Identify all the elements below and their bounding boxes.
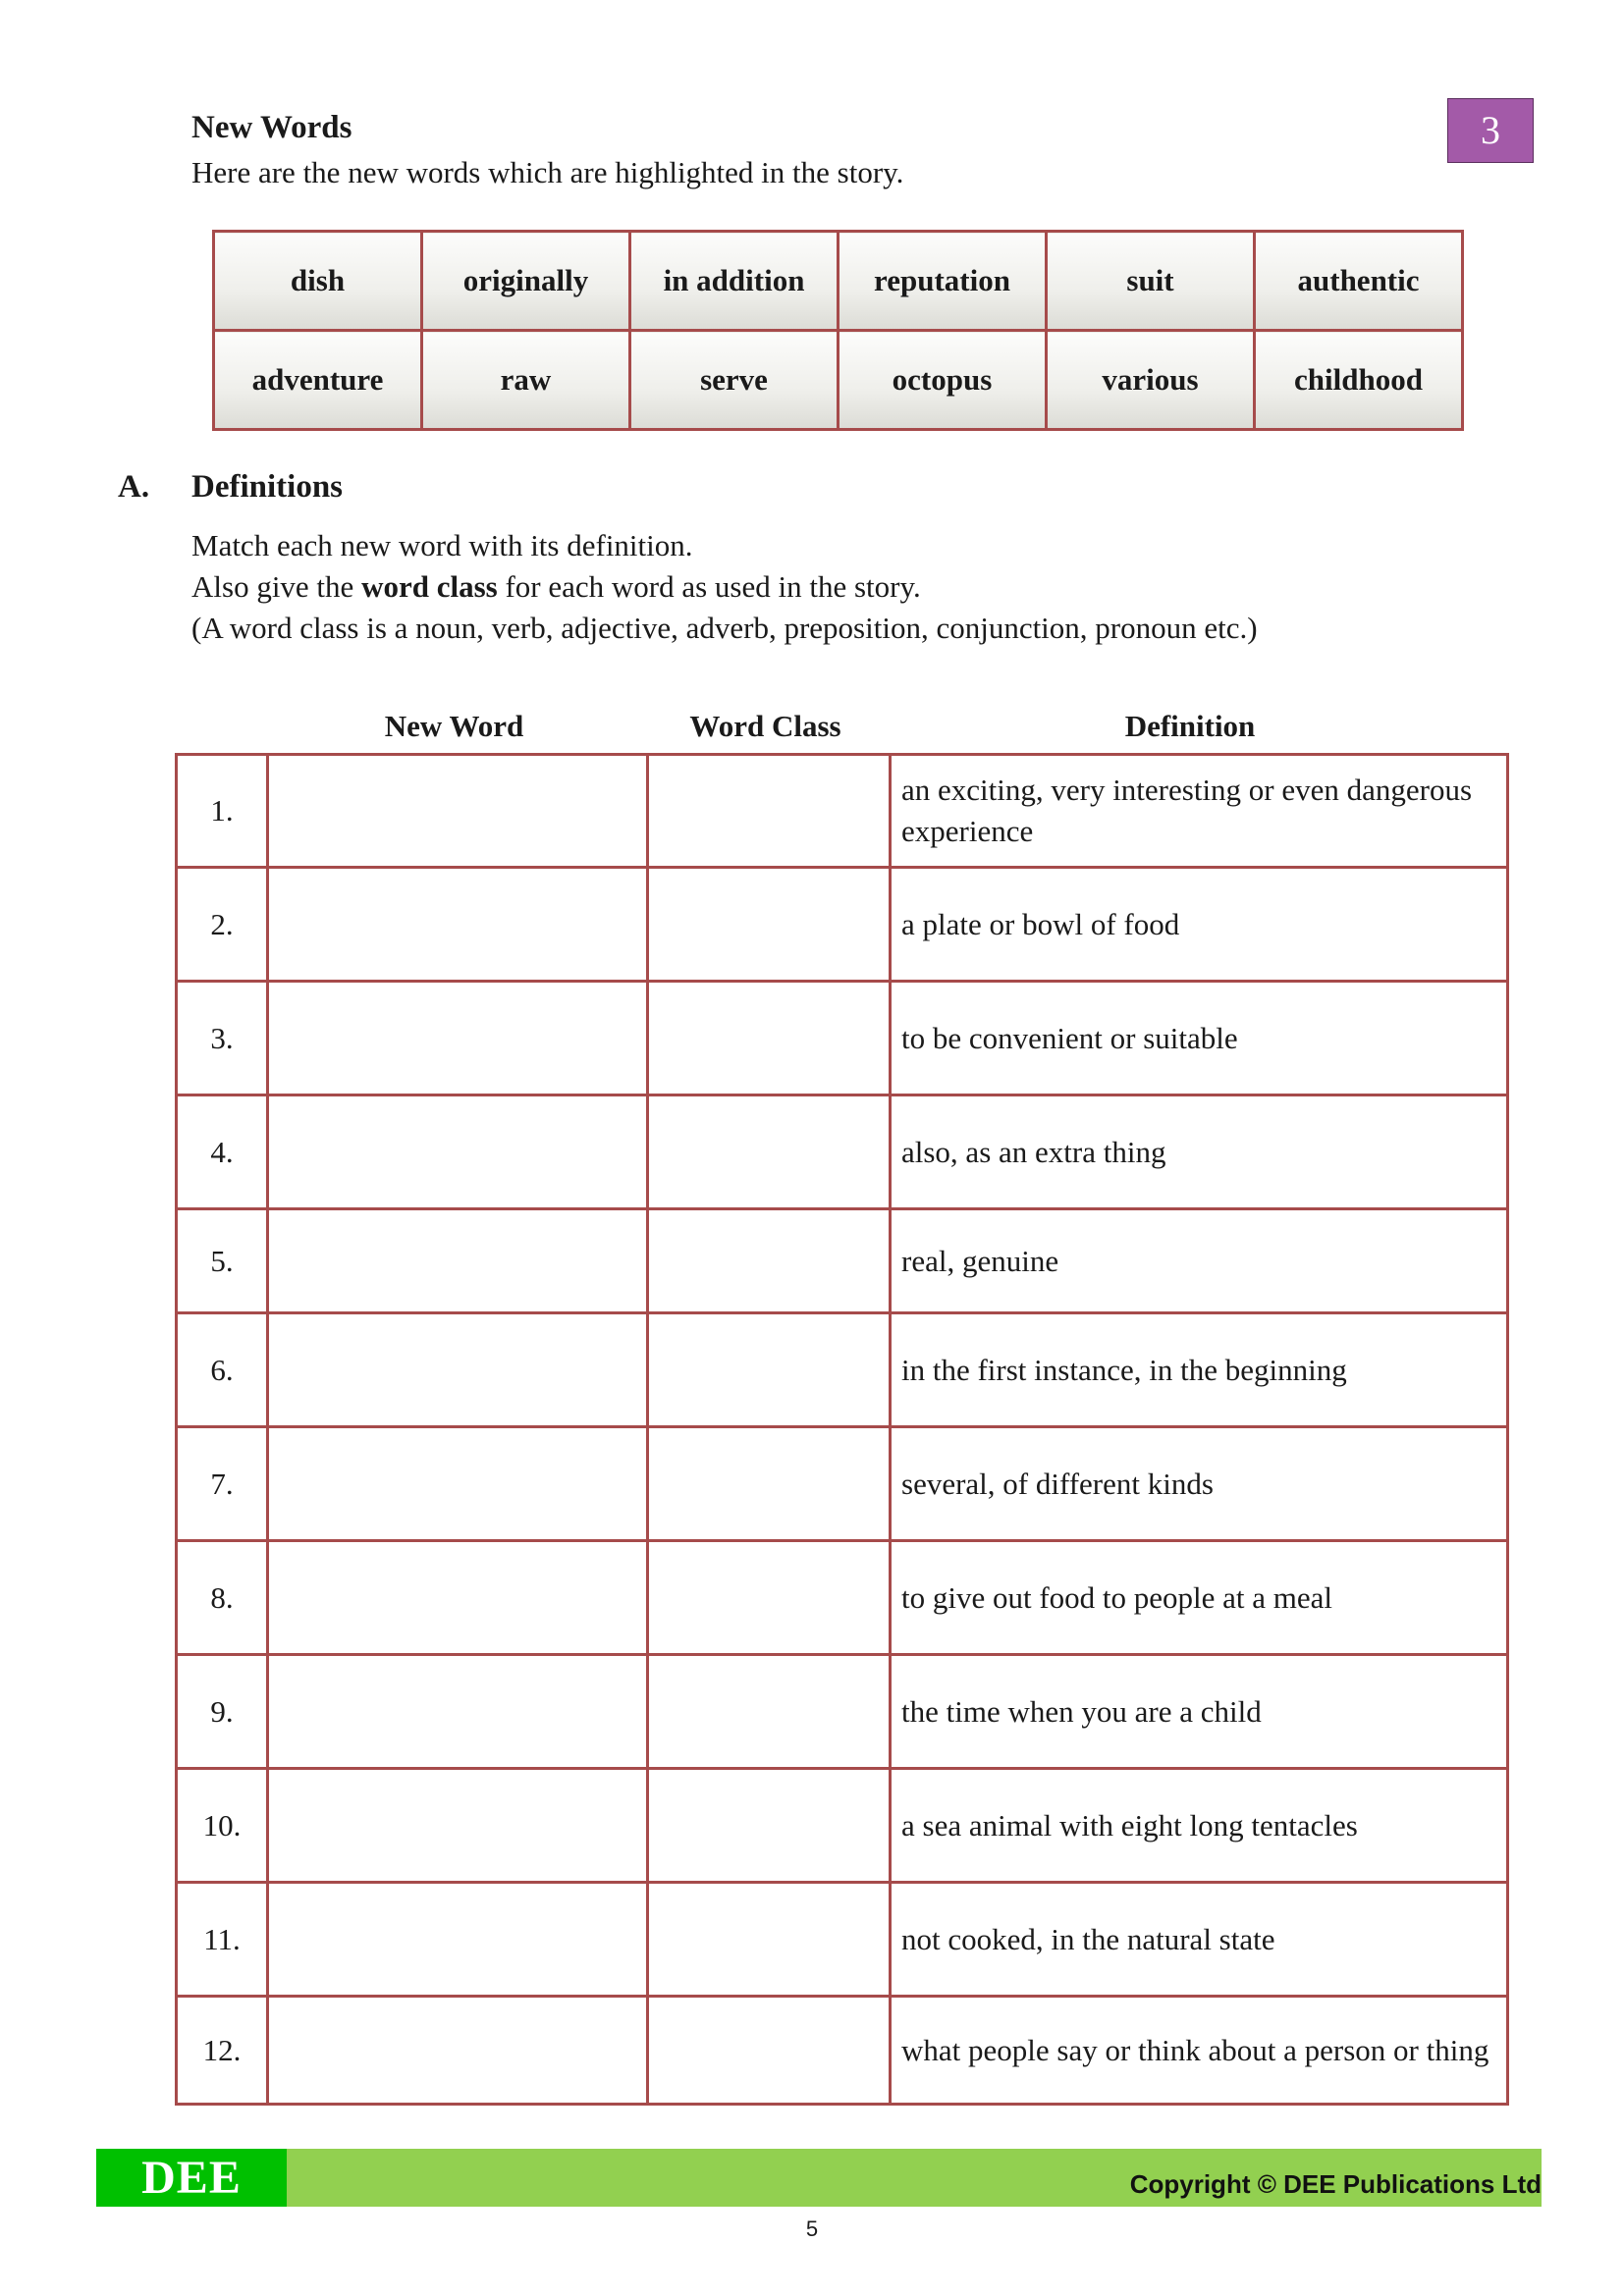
row-number: 11.	[177, 1883, 268, 1997]
word-cell: childhood	[1255, 331, 1463, 430]
definition-cell: an exciting, very interesting or even dangerous experience	[891, 755, 1508, 868]
word-cell: authentic	[1255, 232, 1463, 331]
table-row	[177, 1209, 1508, 1313]
row-number: 7.	[177, 1427, 268, 1541]
new-words-grid	[212, 230, 1464, 431]
word-class-cell[interactable]	[648, 1997, 891, 2105]
word-grid-row	[214, 331, 1463, 430]
publisher-logo-text: DEE	[141, 2152, 242, 2204]
new-word-cell[interactable]	[268, 1655, 648, 1769]
word-class-cell[interactable]	[648, 1427, 891, 1541]
new-word-cell[interactable]	[268, 1209, 648, 1313]
definition-cell: also, as an extra thing	[891, 1095, 1508, 1209]
instruction-2-post: for each word as used in the story.	[497, 569, 921, 604]
row-number: 8.	[177, 1541, 268, 1655]
new-word-cell[interactable]	[268, 1313, 648, 1427]
instruction-line-1: Match each new word with its definition.	[191, 528, 693, 562]
copyright-notice: Copyright © DEE Publications Ltd	[1129, 2169, 1542, 2199]
instruction-2-pre: Also give the	[191, 569, 362, 604]
definition-cell: not cooked, in the natural state	[891, 1883, 1508, 1997]
table-row	[177, 1883, 1508, 1997]
new-words-grid-body	[214, 232, 1463, 430]
word-class-cell[interactable]	[648, 868, 891, 982]
definitions-table	[175, 753, 1509, 2106]
new-word-cell[interactable]	[268, 1427, 648, 1541]
word-cell: octopus	[839, 331, 1047, 430]
word-cell: originally	[422, 232, 630, 331]
definition-cell: what people say or think about a person or thing	[891, 1997, 1508, 2105]
page-number: 5	[805, 2216, 819, 2241]
instruction-line-3: (A word class is a noun, verb, adjective, adverb, preposition, conjunction, pronoun etc.)	[191, 611, 1258, 645]
word-cell: various	[1047, 331, 1255, 430]
row-number: 4.	[177, 1095, 268, 1209]
definition-cell: a sea animal with eight long tentacles	[891, 1769, 1508, 1883]
row-number: 5.	[177, 1209, 268, 1313]
row-number: 2.	[177, 868, 268, 982]
new-word-cell[interactable]	[268, 982, 648, 1095]
new-word-cell[interactable]	[268, 1997, 648, 2105]
instruction-2-bold: word class	[361, 569, 498, 604]
instruction-line-2	[191, 569, 921, 605]
definition-cell: the time when you are a child	[891, 1655, 1508, 1769]
word-cell: in addition	[630, 232, 839, 331]
table-row	[177, 755, 1508, 868]
new-word-cell[interactable]	[268, 1541, 648, 1655]
definitions-table-body	[177, 755, 1508, 2105]
word-class-cell[interactable]	[648, 1095, 891, 1209]
definition-cell: real, genuine	[891, 1209, 1508, 1313]
row-number: 1.	[177, 755, 268, 868]
unit-number-badge: 3	[1447, 98, 1534, 163]
word-class-cell[interactable]	[648, 982, 891, 1095]
definition-cell: several, of different kinds	[891, 1427, 1508, 1541]
new-word-cell[interactable]	[268, 868, 648, 982]
word-class-cell[interactable]	[648, 755, 891, 868]
word-class-cell[interactable]	[648, 1313, 891, 1427]
row-number: 12.	[177, 1997, 268, 2105]
word-class-cell[interactable]	[648, 1655, 891, 1769]
definition-cell: in the first instance, in the beginning	[891, 1313, 1508, 1427]
table-row	[177, 1997, 1508, 2105]
table-row	[177, 1541, 1508, 1655]
row-number: 10.	[177, 1769, 268, 1883]
table-row	[177, 1095, 1508, 1209]
table-row	[177, 1655, 1508, 1769]
word-grid-row	[214, 232, 1463, 331]
table-row	[177, 1769, 1508, 1883]
table-row	[177, 1427, 1508, 1541]
word-cell: adventure	[214, 331, 422, 430]
table-row	[177, 982, 1508, 1095]
row-number: 3.	[177, 982, 268, 1095]
header-new-word: New Word	[384, 709, 524, 743]
table-row	[177, 1313, 1508, 1427]
word-class-cell[interactable]	[648, 1541, 891, 1655]
definition-cell: a plate or bowl of food	[891, 868, 1508, 982]
word-class-cell[interactable]	[648, 1769, 891, 1883]
header-definition: Definition	[1124, 709, 1256, 743]
word-cell: suit	[1047, 232, 1255, 331]
row-number: 9.	[177, 1655, 268, 1769]
new-word-cell[interactable]	[268, 1769, 648, 1883]
word-cell: serve	[630, 331, 839, 430]
word-class-cell[interactable]	[648, 1883, 891, 1997]
definition-cell: to give out food to people at a meal	[891, 1541, 1508, 1655]
word-class-cell[interactable]	[648, 1209, 891, 1313]
header-word-class: Word Class	[689, 709, 841, 743]
new-word-cell[interactable]	[268, 1883, 648, 1997]
row-number: 6.	[177, 1313, 268, 1427]
word-cell: reputation	[839, 232, 1047, 331]
page-subtitle: Here are the new words which are highlighted in the story.	[191, 155, 904, 189]
new-word-cell[interactable]	[268, 755, 648, 868]
word-cell: raw	[422, 331, 630, 430]
table-row	[177, 868, 1508, 982]
section-letter: A.	[118, 469, 150, 505]
page-title: New Words	[191, 110, 352, 145]
new-word-cell[interactable]	[268, 1095, 648, 1209]
definition-cell: to be convenient or suitable	[891, 982, 1508, 1095]
section-title: Definitions	[191, 469, 344, 505]
word-cell: dish	[214, 232, 422, 331]
